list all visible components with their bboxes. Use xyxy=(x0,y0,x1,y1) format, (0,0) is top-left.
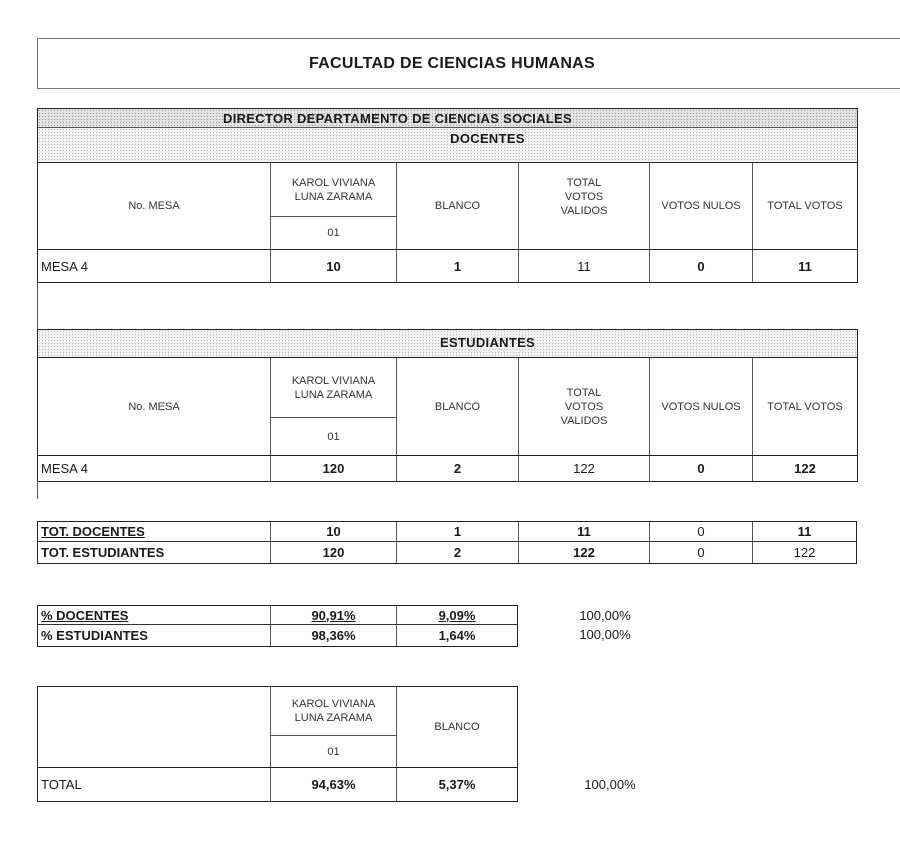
tot-estudiantes-blanco: 2 xyxy=(397,542,519,563)
pct-docentes-sum: 100,00% xyxy=(579,607,631,623)
tot-docentes-nulos: 0 xyxy=(650,522,753,541)
tot-docentes-total: 11 xyxy=(797,524,812,539)
estudiantes-row-mesa: MESA 4 xyxy=(38,456,271,481)
tot-estudiantes-label: TOT. ESTUDIANTES xyxy=(38,542,271,563)
docentes-header-blanco: BLANCO xyxy=(397,163,519,249)
final-header-empty xyxy=(38,687,271,767)
left-rule xyxy=(37,282,38,330)
pct-docentes-label: % DOCENTES xyxy=(38,606,271,624)
pct-docentes-candidate: 90,91% xyxy=(271,606,397,624)
final-header-candidate: KAROL VIVIANA LUNA ZARAMA xyxy=(271,687,397,736)
docentes-row-candidate: 10 xyxy=(271,250,397,282)
pct-docentes-blanco: 9,09% xyxy=(438,607,476,623)
final-header-blanco: BLANCO xyxy=(434,721,480,733)
final-row-blanco: 5,37% xyxy=(438,777,476,792)
tot-estudiantes-total: 122 xyxy=(793,545,816,560)
pct-estudiantes-candidate: 98,36% xyxy=(271,625,397,646)
docentes-header-nulos: VOTOS NULOS xyxy=(650,163,753,249)
estudiantes-header-blanco: BLANCO xyxy=(397,358,519,455)
estudiantes-row-blanco: 2 xyxy=(397,456,519,481)
final-row-sum: 100,00% xyxy=(584,777,636,792)
docentes-row-total: 11 xyxy=(798,258,812,274)
estudiantes-header-total-validos: TOTAL VOTOS VALIDOS xyxy=(519,358,650,455)
estudiantes-header-candidate-number: 01 xyxy=(271,418,397,455)
final-header-candidate-number: 01 xyxy=(271,736,397,767)
estudiantes-row-candidate: 120 xyxy=(271,456,397,481)
pct-estudiantes-sum: 100,00% xyxy=(579,627,631,642)
docentes-row-total-validos: 11 xyxy=(519,250,650,282)
election-title-text: DIRECTOR DEPARTAMENTO DE CIENCIAS SOCIALES xyxy=(223,110,572,126)
tot-docentes-label: TOT. DOCENTES xyxy=(38,522,271,541)
tot-estudiantes-nulos: 0 xyxy=(650,542,753,563)
docentes-header-candidate: KAROL VIVIANA LUNA ZARAMA xyxy=(271,163,397,217)
estudiantes-row-total: 122 xyxy=(794,461,816,476)
docentes-header-total: TOTAL VOTOS xyxy=(767,200,843,212)
estudiantes-header-nulos: VOTOS NULOS xyxy=(650,358,753,455)
docentes-section-text: DOCENTES xyxy=(450,130,525,146)
docentes-header-candidate-number: 01 xyxy=(271,217,397,249)
estudiantes-header-candidate: KAROL VIVIANA LUNA ZARAMA xyxy=(271,358,397,418)
docentes-row-nulos: 0 xyxy=(650,250,753,282)
estudiantes-row-total-validos: 122 xyxy=(519,456,650,481)
pct-estudiantes-label: % ESTUDIANTES xyxy=(38,625,271,646)
docentes-row-mesa: MESA 4 xyxy=(38,250,271,282)
estudiantes-header-total: TOTAL VOTOS xyxy=(767,400,843,413)
tot-estudiantes-total-validos: 122 xyxy=(519,542,650,563)
final-row-label: TOTAL xyxy=(38,768,271,801)
estudiantes-row-nulos: 0 xyxy=(650,456,753,481)
estudiantes-section-label xyxy=(38,330,857,358)
left-rule-2 xyxy=(37,481,38,499)
tot-docentes-blanco: 1 xyxy=(397,522,519,541)
tot-docentes-candidate: 10 xyxy=(271,522,397,541)
docentes-header-mesa: No. MESA xyxy=(38,163,271,249)
faculty-title: FACULTAD DE CIENCIAS HUMANAS xyxy=(308,54,596,72)
estudiantes-header-mesa: No. MESA xyxy=(38,358,271,455)
estudiantes-section-text: ESTUDIANTES xyxy=(439,335,536,350)
docentes-section-label xyxy=(38,128,857,163)
final-row-candidate: 94,63% xyxy=(271,768,397,801)
docentes-row-blanco: 1 xyxy=(397,250,519,282)
pct-estudiantes-blanco: 1,64% xyxy=(438,628,476,643)
election-title xyxy=(38,109,857,128)
tot-estudiantes-candidate: 120 xyxy=(271,542,397,563)
docentes-header-total-validos: TOTAL VOTOS VALIDOS xyxy=(519,163,650,249)
tot-docentes-total-validos: 11 xyxy=(519,522,650,541)
